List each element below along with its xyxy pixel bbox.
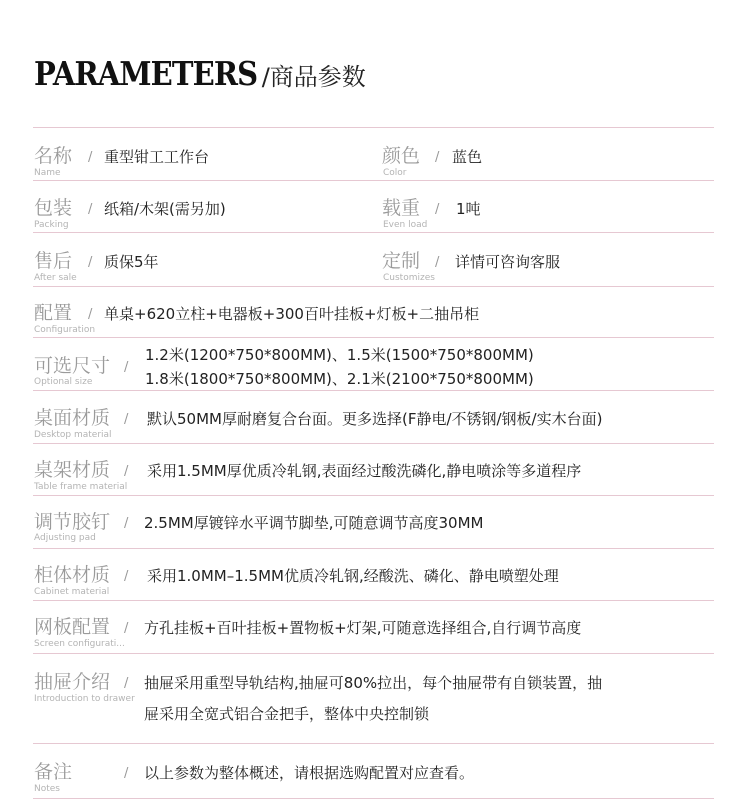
label-table-frame: 桌架材质 bbox=[34, 459, 111, 481]
value-packing: 纸箱/木架(需另加) bbox=[104, 200, 226, 218]
label-adjusting-pad-en: Adjusting pad bbox=[34, 533, 96, 543]
label-screen-config: 网板配置 bbox=[34, 616, 111, 638]
divider bbox=[33, 653, 714, 654]
label-adjusting-pad: 调节胶钉 bbox=[34, 511, 111, 533]
label-notes-en: Notes bbox=[34, 784, 60, 794]
label-load: 载重 bbox=[382, 197, 421, 219]
label-customizes: 定制 bbox=[382, 250, 421, 272]
separator: / bbox=[435, 150, 440, 165]
separator: / bbox=[435, 202, 440, 217]
divider bbox=[33, 232, 714, 233]
label-color-en: Color bbox=[383, 168, 407, 178]
value-optional-size-line1: 1.2米(1200*750*800MM)、1.5米(1500*750*800MM) bbox=[145, 346, 534, 364]
value-customizes: 详情可咨询客服 bbox=[455, 253, 561, 271]
divider bbox=[33, 495, 714, 496]
label-name: 名称 bbox=[34, 145, 73, 167]
separator: / bbox=[88, 202, 93, 217]
label-packing-en: Packing bbox=[34, 220, 69, 230]
divider bbox=[33, 180, 714, 181]
value-adjusting-pad: 2.5MM厚镀锌水平调节脚垫,可随意调节高度30MM bbox=[144, 514, 484, 532]
value-screen-config: 方孔挂板+百叶挂板+置物板+灯架,可随意选择组合,自行调节高度 bbox=[144, 619, 582, 637]
label-customizes-en: Customizes bbox=[383, 273, 435, 283]
separator: / bbox=[124, 569, 129, 584]
value-notes: 以上参数为整体概述，请根据选购配置对应查看。 bbox=[144, 764, 475, 782]
divider bbox=[33, 600, 714, 601]
label-table-frame-en: Table frame material bbox=[34, 482, 128, 492]
label-optional-size: 可选尺寸 bbox=[34, 355, 111, 377]
value-cabinet-material: 采用1.0MM–1.5MM优质冷轧钢,经酸洗、磷化、静电喷塑处理 bbox=[147, 567, 559, 585]
value-name: 重型钳工工作台 bbox=[104, 148, 210, 166]
label-screen-config-en: Screen configurati... bbox=[34, 639, 125, 649]
value-configuration: 单桌+620立柱+电器板+300百叶挂板+灯板+二抽吊柜 bbox=[104, 305, 480, 323]
separator: / bbox=[435, 255, 440, 270]
separator: / bbox=[88, 307, 93, 322]
separator: / bbox=[124, 360, 129, 375]
separator: / bbox=[124, 412, 129, 427]
divider bbox=[33, 743, 714, 744]
value-table-frame: 采用1.5MM厚优质冷轧钢,表面经过酸洗磷化,静电喷涂等多道程序 bbox=[147, 462, 582, 480]
title-chinese: /商品参数 bbox=[261, 63, 366, 91]
label-desktop-material-en: Desktop material bbox=[34, 430, 112, 440]
label-packing: 包装 bbox=[34, 197, 73, 219]
label-desktop-material: 桌面材质 bbox=[34, 407, 111, 429]
value-optional-size-line2: 1.8米(1800*750*800MM)、2.1米(2100*750*800MM) bbox=[145, 370, 534, 388]
label-configuration-en: Configuration bbox=[34, 325, 96, 335]
separator: / bbox=[124, 621, 129, 636]
separator: / bbox=[124, 676, 129, 691]
label-cabinet-material: 柜体材质 bbox=[34, 564, 111, 586]
label-after-sale: 售后 bbox=[34, 250, 73, 272]
page-title bbox=[34, 54, 366, 93]
label-optional-size-en: Optional size bbox=[34, 377, 93, 387]
value-drawer-line2: 屉采用全宽式铝合金把手，整体中央控制锁 bbox=[144, 705, 430, 723]
divider bbox=[33, 443, 714, 444]
label-configuration: 配置 bbox=[34, 302, 73, 324]
value-desktop-material: 默认50MM厚耐磨复合台面。更多选择(F静电/不锈钢/钢板/实木台面) bbox=[147, 410, 603, 428]
divider bbox=[33, 286, 714, 287]
label-after-sale-en: After sale bbox=[34, 273, 77, 283]
separator: / bbox=[124, 766, 129, 781]
label-drawer: 抽屉介绍 bbox=[34, 671, 111, 693]
separator: / bbox=[124, 516, 129, 531]
label-notes: 备注 bbox=[34, 761, 73, 783]
separator: / bbox=[88, 150, 93, 165]
divider bbox=[33, 390, 714, 391]
value-load: 1吨 bbox=[456, 200, 481, 218]
label-cabinet-material-en: Cabinet material bbox=[34, 587, 110, 597]
divider bbox=[33, 337, 714, 338]
label-drawer-en: Introduction to drawer bbox=[34, 694, 135, 704]
label-load-en: Even load bbox=[383, 220, 428, 230]
value-color: 蓝色 bbox=[452, 148, 483, 166]
divider bbox=[33, 548, 714, 549]
value-drawer-line1: 抽屉采用重型导轨结构,抽屉可80%拉出，每个抽屉带有自锁装置，抽 bbox=[144, 674, 603, 692]
label-color: 颜色 bbox=[382, 145, 421, 167]
separator: / bbox=[88, 255, 93, 270]
title-english: PARAMETERS bbox=[34, 54, 258, 93]
label-name-en: Name bbox=[34, 168, 61, 178]
divider bbox=[33, 127, 714, 128]
separator: / bbox=[124, 464, 129, 479]
value-after-sale: 质保5年 bbox=[104, 253, 159, 271]
